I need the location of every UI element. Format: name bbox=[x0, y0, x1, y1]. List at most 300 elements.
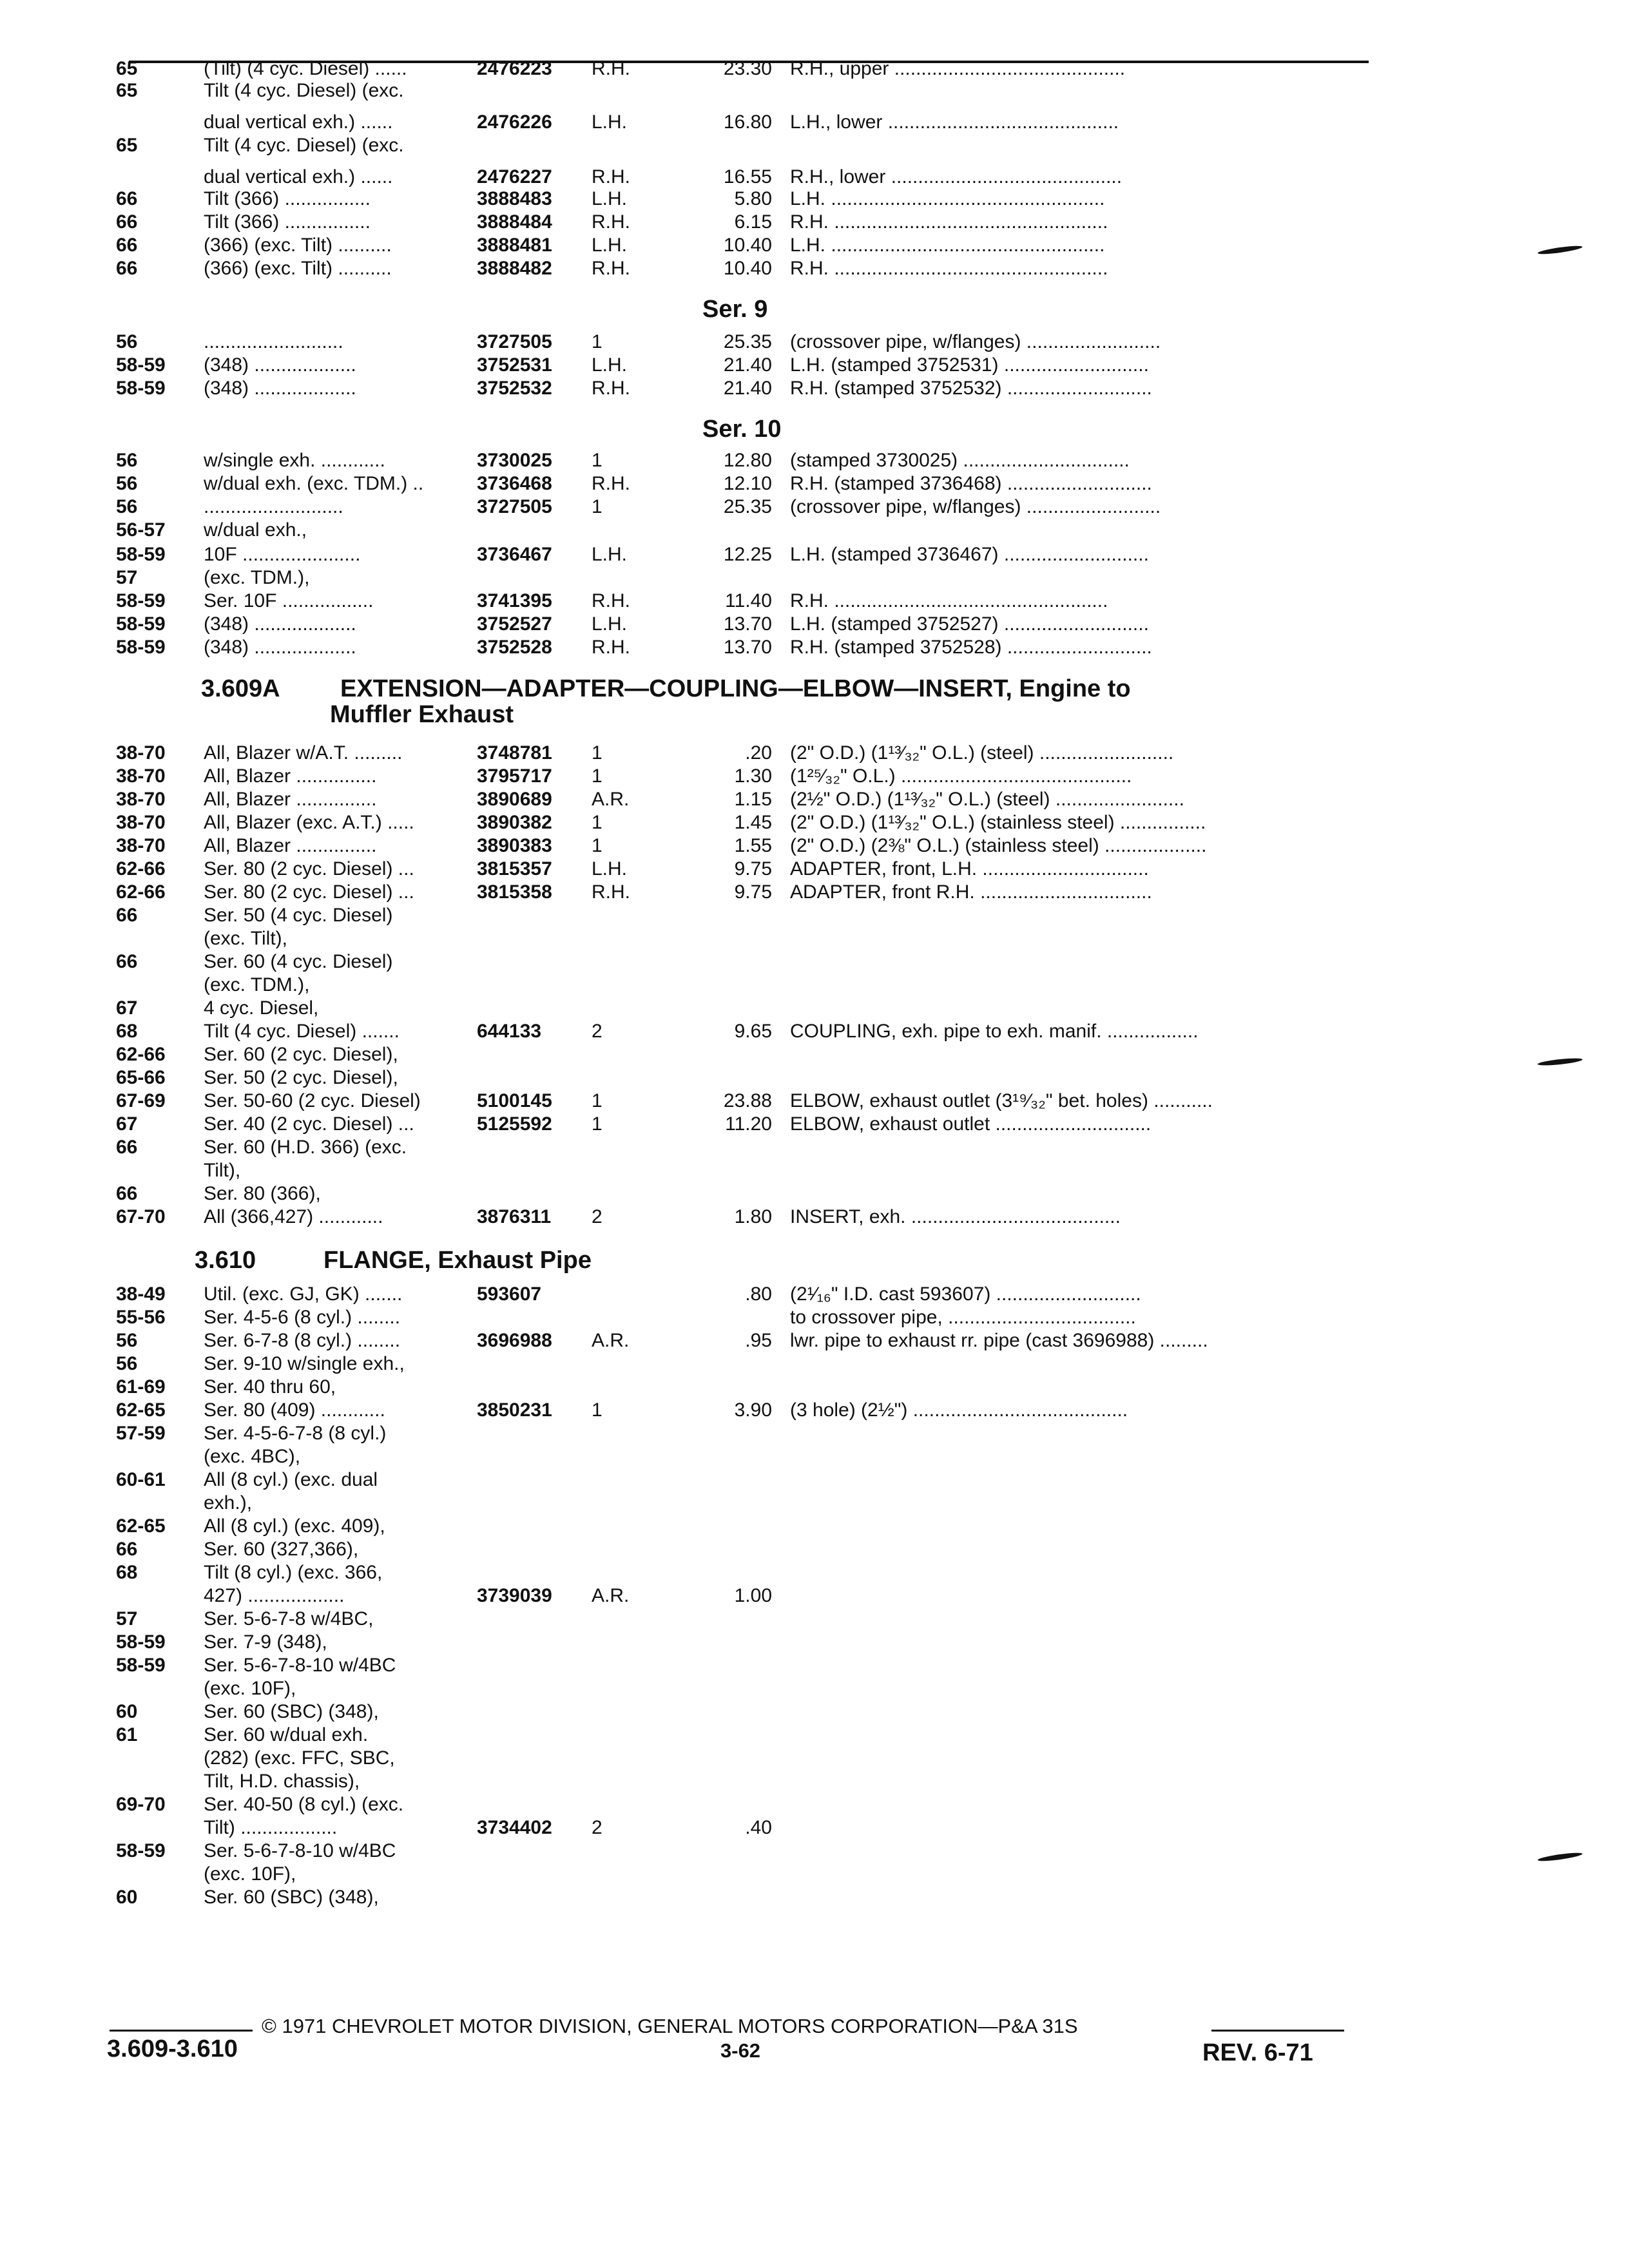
table-row bbox=[0, 1584, 1629, 1608]
part-note: (crossover pipe, w/flanges) ......................... bbox=[790, 496, 1161, 517]
part-note: lwr. pipe to exhaust rr. pipe (cast 3696988) ......... bbox=[790, 1330, 1208, 1351]
application: Tilt, H.D. chassis), bbox=[204, 1771, 360, 1792]
table-row bbox=[0, 903, 1629, 928]
table-row bbox=[0, 857, 1629, 881]
table-row bbox=[0, 1653, 1629, 1678]
part-note: (2" O.D.) (2⅜" O.L.) (stainless steel) ................... bbox=[790, 835, 1207, 856]
section-title-3610: FLANGE, Exhaust Pipe bbox=[323, 1247, 592, 1274]
table-row bbox=[0, 1792, 1629, 1817]
table-row bbox=[0, 233, 1629, 258]
application: (exc. 4BC), bbox=[204, 1446, 301, 1467]
price: 1.00 bbox=[734, 1585, 772, 1606]
section-title-3609a: EXTENSION—ADAPTER—COUPLING—ELBOW—INSERT, Engine to bbox=[340, 675, 1131, 702]
year-range: 38-49 bbox=[116, 1283, 166, 1305]
part-number: 3730025 bbox=[477, 450, 552, 471]
year-range: 58-59 bbox=[116, 544, 166, 565]
quantity: L.H. bbox=[592, 188, 628, 209]
table-row bbox=[0, 950, 1629, 974]
table-row bbox=[0, 1700, 1629, 1724]
application: Ser. 9-10 w/single exh., bbox=[204, 1353, 405, 1374]
part-note: R.H. (stamped 3736468) ........................... bbox=[790, 473, 1152, 494]
application: Ser. 50 (4 cyc. Diesel) bbox=[204, 905, 393, 926]
application: Ser. 80 (366), bbox=[204, 1183, 321, 1204]
table-row bbox=[0, 1158, 1629, 1183]
application: .......................... bbox=[204, 331, 343, 352]
section-number-3609a: 3.609A bbox=[201, 675, 280, 702]
application: Tilt) .................. bbox=[204, 1817, 338, 1838]
price: .80 bbox=[745, 1283, 772, 1305]
table-row bbox=[0, 472, 1629, 496]
quantity: 1 bbox=[592, 450, 602, 471]
part-number: 3890382 bbox=[477, 812, 552, 833]
section-number-3610: 3.610 bbox=[195, 1247, 256, 1274]
price: 5.80 bbox=[734, 188, 772, 209]
quantity: 2 bbox=[592, 1206, 602, 1227]
part-note: R.H. ................................................... bbox=[790, 211, 1108, 233]
footer-rule-right bbox=[1211, 2030, 1344, 2032]
year-range: 66 bbox=[116, 188, 138, 209]
part-number: 3752532 bbox=[477, 378, 552, 399]
table-row bbox=[0, 1043, 1629, 1067]
table-row bbox=[0, 1491, 1629, 1515]
footer-page-number: 3-62 bbox=[720, 2039, 761, 2062]
part-number: 5100145 bbox=[477, 1090, 552, 1111]
part-note: L.H. (stamped 3752527) ........................... bbox=[790, 613, 1149, 635]
table-row bbox=[0, 1537, 1629, 1562]
year-range: 56 bbox=[116, 450, 138, 471]
application: Tilt (366) ................ bbox=[204, 211, 371, 233]
application: Ser. 4-5-6-7-8 (8 cyl.) bbox=[204, 1423, 387, 1444]
footer-revision: REV. 6-71 bbox=[1202, 2039, 1313, 2066]
table-row bbox=[0, 612, 1629, 637]
application: (Tilt) (4 cyc. Diesel) ...... bbox=[204, 58, 407, 79]
year-range: 66 bbox=[116, 235, 138, 256]
application: Ser. 60 w/dual exh. bbox=[204, 1724, 369, 1745]
table-row bbox=[0, 1561, 1629, 1585]
part-note: L.H. (stamped 3752531) ........................... bbox=[790, 354, 1149, 376]
quantity: 1 bbox=[592, 331, 602, 352]
application: (282) (exc. FFC, SBC, bbox=[204, 1747, 395, 1769]
part-number: 3888481 bbox=[477, 235, 552, 256]
year-range: 65 bbox=[116, 135, 138, 156]
table-row bbox=[0, 376, 1629, 401]
table-row bbox=[0, 448, 1629, 473]
part-note: (1²⁵⁄₃₂" O.L.) ........................................... bbox=[790, 765, 1132, 787]
price: 1.45 bbox=[734, 812, 772, 833]
application: Ser. 7-9 (348), bbox=[204, 1631, 327, 1653]
quantity: 1 bbox=[592, 835, 602, 856]
table-row bbox=[0, 635, 1629, 660]
part-number: 5125592 bbox=[477, 1113, 552, 1135]
application: Tilt (4 cyc. Diesel) (exc. bbox=[204, 80, 404, 101]
price: .40 bbox=[745, 1817, 772, 1838]
quantity: R.H. bbox=[592, 590, 630, 611]
year-range: 60 bbox=[116, 1701, 138, 1722]
part-number: 3888483 bbox=[477, 188, 552, 209]
application: w/dual exh. (exc. TDM.) .. bbox=[204, 473, 424, 494]
year-range: 58-59 bbox=[116, 1655, 166, 1676]
part-number: 2476227 bbox=[477, 166, 552, 187]
application: Tilt (4 cyc. Diesel) ....... bbox=[204, 1021, 400, 1042]
year-range: 67 bbox=[116, 1113, 138, 1135]
price: 21.40 bbox=[723, 378, 772, 399]
part-note: R.H. (stamped 3752528) ........................... bbox=[790, 637, 1152, 658]
quantity: 2 bbox=[592, 1021, 602, 1042]
table-row bbox=[0, 187, 1629, 211]
table-row bbox=[0, 1329, 1629, 1353]
series-heading-9: Ser. 9 bbox=[702, 296, 768, 323]
price: 9.65 bbox=[734, 1021, 772, 1042]
price: .95 bbox=[745, 1330, 772, 1351]
quantity: 1 bbox=[592, 765, 602, 787]
part-note: ADAPTER, front R.H. ................................ bbox=[790, 881, 1152, 903]
part-number: 3890383 bbox=[477, 835, 552, 856]
part-note: COUPLING, exh. pipe to exh. manif. ................. bbox=[790, 1021, 1199, 1042]
application: Ser. 80 (2 cyc. Diesel) ... bbox=[204, 881, 414, 903]
year-range: 62-65 bbox=[116, 1515, 166, 1537]
year-range: 58-59 bbox=[116, 613, 166, 635]
part-note: R.H., upper ........................................... bbox=[790, 58, 1126, 79]
part-number: 3815357 bbox=[477, 858, 552, 879]
table-row bbox=[0, 589, 1629, 613]
year-range: 58-59 bbox=[116, 590, 166, 611]
application: Ser. 10F ................. bbox=[204, 590, 374, 611]
application: Ser. 60 (2 cyc. Diesel), bbox=[204, 1044, 398, 1065]
application: Ser. 4-5-6 (8 cyl.) ........ bbox=[204, 1307, 401, 1328]
year-range: 60-61 bbox=[116, 1469, 166, 1490]
series-heading-10: Ser. 10 bbox=[702, 416, 782, 443]
year-range: 67-70 bbox=[116, 1206, 166, 1227]
year-range: 66 bbox=[116, 211, 138, 233]
table-row bbox=[0, 256, 1629, 281]
part-number: 644133 bbox=[477, 1021, 542, 1042]
application: Ser. 5-6-7-8-10 w/4BC bbox=[204, 1655, 396, 1676]
table-row bbox=[0, 1089, 1629, 1113]
year-range: 58-59 bbox=[116, 354, 166, 376]
part-number: 3876311 bbox=[477, 1206, 552, 1227]
table-row bbox=[0, 973, 1629, 997]
application: (366) (exc. Tilt) .......... bbox=[204, 258, 392, 279]
quantity: A.R. bbox=[592, 789, 630, 810]
year-range: 58-59 bbox=[116, 1631, 166, 1653]
part-number: 3752531 bbox=[477, 354, 552, 376]
year-range: 58-59 bbox=[116, 1840, 166, 1861]
part-note: ADAPTER, front, L.H. ............................... bbox=[790, 858, 1149, 879]
part-note: L.H. ................................................... bbox=[790, 235, 1105, 256]
year-range: 38-70 bbox=[116, 812, 166, 833]
footer-section-range: 3.609-3.610 bbox=[107, 2035, 238, 2062]
table-row bbox=[0, 165, 1629, 189]
table-row bbox=[0, 543, 1629, 567]
application: Ser. 80 (2 cyc. Diesel) ... bbox=[204, 858, 414, 879]
year-range: 66 bbox=[116, 951, 138, 972]
application: Ser. 40-50 (8 cyl.) (exc. bbox=[204, 1794, 404, 1815]
part-number: 3752528 bbox=[477, 637, 552, 658]
application: (348) ................... bbox=[204, 613, 356, 635]
application: All, Blazer ............... bbox=[204, 835, 377, 856]
application: Ser. 5-6-7-8 w/4BC, bbox=[204, 1608, 374, 1629]
table-row bbox=[0, 1112, 1629, 1137]
table-row bbox=[0, 518, 1629, 543]
year-range: 38-70 bbox=[116, 835, 166, 856]
price: 16.55 bbox=[723, 166, 772, 187]
table-row bbox=[0, 210, 1629, 235]
application: .......................... bbox=[204, 496, 343, 517]
table-row bbox=[0, 834, 1629, 858]
table-row bbox=[0, 1019, 1629, 1044]
application: Util. (exc. GJ, GK) ....... bbox=[204, 1283, 403, 1305]
year-range: 67-69 bbox=[116, 1090, 166, 1111]
price: 23.30 bbox=[723, 58, 772, 79]
price: 21.40 bbox=[723, 354, 772, 376]
table-row bbox=[0, 1066, 1629, 1090]
year-range: 38-70 bbox=[116, 742, 166, 764]
price: 6.15 bbox=[734, 211, 772, 233]
application: 10F ...................... bbox=[204, 544, 361, 565]
year-range: 66 bbox=[116, 258, 138, 279]
table-row bbox=[0, 1421, 1629, 1446]
part-note: (stamped 3730025) ............................... bbox=[790, 450, 1130, 471]
table-row bbox=[0, 787, 1629, 812]
year-range: 38-70 bbox=[116, 789, 166, 810]
table-row bbox=[0, 1723, 1629, 1747]
part-number: 3727505 bbox=[477, 331, 552, 352]
table-row bbox=[0, 1862, 1629, 1887]
quantity: 1 bbox=[592, 1399, 602, 1421]
table-row bbox=[0, 1816, 1629, 1840]
part-number: 3696988 bbox=[477, 1330, 552, 1351]
quantity: L.H. bbox=[592, 111, 628, 133]
table-row bbox=[0, 1182, 1629, 1206]
year-range: 66 bbox=[116, 1183, 138, 1204]
part-number: 3890689 bbox=[477, 789, 552, 810]
application: All, Blazer w/A.T. ......... bbox=[204, 742, 403, 764]
table-row bbox=[0, 741, 1629, 765]
price: 1.30 bbox=[734, 765, 772, 787]
price: 1.55 bbox=[734, 835, 772, 856]
table-row bbox=[0, 1885, 1629, 1910]
table-row bbox=[0, 1468, 1629, 1492]
table-row bbox=[0, 764, 1629, 789]
application: (exc. 10F), bbox=[204, 1678, 296, 1699]
part-number: 3734402 bbox=[477, 1817, 552, 1838]
application: 427) .................. bbox=[204, 1585, 345, 1606]
year-range: 62-66 bbox=[116, 881, 166, 903]
quantity: 2 bbox=[592, 1817, 602, 1838]
table-row bbox=[0, 110, 1629, 135]
year-range: 67 bbox=[116, 997, 138, 1019]
table-row bbox=[0, 566, 1629, 590]
part-note: L.H. (stamped 3736467) ........................... bbox=[790, 544, 1149, 565]
quantity: 1 bbox=[592, 1113, 602, 1135]
price: 3.90 bbox=[734, 1399, 772, 1421]
table-row bbox=[0, 1445, 1629, 1469]
part-number: 2476226 bbox=[477, 111, 552, 133]
part-number: 3727505 bbox=[477, 496, 552, 517]
application: Ser. 60 (H.D. 366) (exc. bbox=[204, 1137, 407, 1158]
year-range: 65 bbox=[116, 80, 138, 101]
application: (exc. TDM.), bbox=[204, 974, 310, 995]
part-number: 3739039 bbox=[477, 1585, 552, 1606]
price: 25.35 bbox=[723, 496, 772, 517]
quantity: R.H. bbox=[592, 473, 630, 494]
quantity: L.H. bbox=[592, 613, 628, 635]
quantity: L.H. bbox=[592, 235, 628, 256]
price: .20 bbox=[745, 742, 772, 764]
price: 13.70 bbox=[723, 637, 772, 658]
quantity: 1 bbox=[592, 742, 602, 764]
section-title-3609a-line2: Muffler Exhaust bbox=[330, 701, 514, 728]
application: Ser. 40 (2 cyc. Diesel) ... bbox=[204, 1113, 414, 1135]
application: All (366,427) ............ bbox=[204, 1206, 383, 1227]
table-row bbox=[0, 495, 1629, 519]
part-number: 3736468 bbox=[477, 473, 552, 494]
price: 23.88 bbox=[723, 1090, 772, 1111]
table-row bbox=[0, 1398, 1629, 1423]
table-row bbox=[0, 996, 1629, 1021]
application: Ser. 60 (SBC) (348), bbox=[204, 1701, 379, 1722]
year-range: 66 bbox=[116, 1137, 138, 1158]
year-range: 57 bbox=[116, 567, 138, 588]
year-range: 60 bbox=[116, 1887, 138, 1908]
part-number: 3736467 bbox=[477, 544, 552, 565]
quantity: R.H. bbox=[592, 378, 630, 399]
price: 1.15 bbox=[734, 789, 772, 810]
application: Tilt), bbox=[204, 1160, 241, 1181]
table-row bbox=[0, 57, 1629, 81]
part-note: R.H. ................................................... bbox=[790, 258, 1108, 279]
year-range: 66 bbox=[116, 905, 138, 926]
table-row bbox=[0, 1352, 1629, 1376]
table-row bbox=[0, 1135, 1629, 1160]
table-row bbox=[0, 880, 1629, 905]
table-row bbox=[0, 133, 1629, 158]
application: (exc. TDM.), bbox=[204, 567, 310, 588]
year-range: 58-59 bbox=[116, 378, 166, 399]
application: (348) ................... bbox=[204, 378, 356, 399]
price: 11.20 bbox=[725, 1113, 772, 1135]
year-range: 57 bbox=[116, 1608, 138, 1629]
part-note: INSERT, exh. ....................................... bbox=[790, 1206, 1121, 1227]
part-number: 3888482 bbox=[477, 258, 552, 279]
year-range: 38-70 bbox=[116, 765, 166, 787]
price: 25.35 bbox=[723, 331, 772, 352]
price: 10.40 bbox=[723, 235, 772, 256]
table-row bbox=[0, 1630, 1629, 1655]
part-note: ELBOW, exhaust outlet (3¹⁹⁄₃₂" bet. holes) ........... bbox=[790, 1090, 1213, 1111]
quantity: A.R. bbox=[592, 1585, 630, 1606]
part-number: 3748781 bbox=[477, 742, 552, 764]
quantity: L.H. bbox=[592, 354, 628, 376]
part-note: L.H., lower ........................................... bbox=[790, 111, 1119, 133]
year-range: 56-57 bbox=[116, 519, 166, 541]
table-row bbox=[0, 1305, 1629, 1330]
part-note: (2" O.D.) (1¹³⁄₃₂" O.L.) (stainless steel) ................ bbox=[790, 812, 1206, 833]
part-number: 3752527 bbox=[477, 613, 552, 635]
application: Ser. 60 (SBC) (348), bbox=[204, 1887, 379, 1908]
application: (366) (exc. Tilt) .......... bbox=[204, 235, 392, 256]
part-number: 3850231 bbox=[477, 1399, 552, 1421]
price: 16.80 bbox=[723, 111, 772, 133]
year-range: 61 bbox=[116, 1724, 138, 1745]
part-note: ELBOW, exhaust outlet ............................. bbox=[790, 1113, 1152, 1135]
price: 10.40 bbox=[723, 258, 772, 279]
quantity: 1 bbox=[592, 1090, 602, 1111]
quantity: L.H. bbox=[592, 858, 628, 879]
price: 12.80 bbox=[723, 450, 772, 471]
part-number: 593607 bbox=[477, 1283, 542, 1305]
table-row bbox=[0, 1514, 1629, 1539]
application: w/single exh. ............ bbox=[204, 450, 385, 471]
application: Tilt (8 cyl.) (exc. 366, bbox=[204, 1562, 383, 1583]
quantity: A.R. bbox=[592, 1330, 630, 1351]
part-note: to crossover pipe, ................................... bbox=[790, 1307, 1136, 1328]
table-row bbox=[0, 811, 1629, 835]
application: dual vertical exh.) ...... bbox=[204, 166, 393, 187]
application: Tilt (4 cyc. Diesel) (exc. bbox=[204, 135, 404, 156]
footer-rule-left bbox=[110, 2030, 253, 2032]
year-range: 55-56 bbox=[116, 1307, 166, 1328]
year-range: 56 bbox=[116, 1330, 138, 1351]
application: 4 cyc. Diesel, bbox=[204, 997, 319, 1019]
application: Tilt (366) ................ bbox=[204, 188, 371, 209]
footer-copyright: © 1971 CHEVROLET MOTOR DIVISION, GENERAL MOTORS CORPORATION—P&A 31S bbox=[262, 2015, 1078, 2037]
part-note: L.H. ................................................... bbox=[790, 188, 1105, 209]
price: 13.70 bbox=[723, 613, 772, 635]
part-note: R.H., lower ........................................... bbox=[790, 166, 1123, 187]
application: exh.), bbox=[204, 1492, 253, 1514]
year-range: 69-70 bbox=[116, 1794, 166, 1815]
part-note: (2" O.D.) (1¹³⁄₃₂" O.L.) (steel) ......................... bbox=[790, 742, 1174, 764]
quantity: R.H. bbox=[592, 881, 630, 903]
application: (exc. Tilt), bbox=[204, 928, 288, 949]
year-range: 61-69 bbox=[116, 1376, 166, 1398]
table-row bbox=[0, 1677, 1629, 1701]
year-range: 56 bbox=[116, 473, 138, 494]
application: Ser. 40 thru 60, bbox=[204, 1376, 336, 1398]
table-row bbox=[0, 1746, 1629, 1771]
table-row bbox=[0, 1375, 1629, 1399]
part-note: (2¹⁄₁₆" I.D. cast 593607) ........................... bbox=[790, 1283, 1141, 1305]
application: dual vertical exh.) ...... bbox=[204, 111, 393, 133]
part-number: 2476223 bbox=[477, 58, 552, 79]
year-range: 57-59 bbox=[116, 1423, 166, 1444]
application: w/dual exh., bbox=[204, 519, 307, 541]
price: 9.75 bbox=[734, 881, 772, 903]
price: 1.80 bbox=[734, 1206, 772, 1227]
part-note: R.H. (stamped 3752532) ........................... bbox=[790, 378, 1152, 399]
table-row bbox=[0, 353, 1629, 378]
table-row bbox=[0, 79, 1629, 103]
part-note: (3 hole) (2½") ........................................ bbox=[790, 1399, 1128, 1421]
year-range: 65-66 bbox=[116, 1067, 166, 1088]
quantity: L.H. bbox=[592, 544, 628, 565]
part-number: 3795717 bbox=[477, 765, 552, 787]
quantity: R.H. bbox=[592, 637, 630, 658]
application: All (8 cyl.) (exc. dual bbox=[204, 1469, 378, 1490]
year-range: 62-66 bbox=[116, 858, 166, 879]
quantity: R.H. bbox=[592, 166, 630, 187]
table-row bbox=[0, 1205, 1629, 1229]
price: 9.75 bbox=[734, 858, 772, 879]
application: (348) ................... bbox=[204, 637, 356, 658]
table-row bbox=[0, 1769, 1629, 1794]
year-range: 68 bbox=[116, 1021, 138, 1042]
table-row bbox=[0, 1607, 1629, 1631]
application: (exc. 10F), bbox=[204, 1863, 296, 1885]
application: All (8 cyl.) (exc. 409), bbox=[204, 1515, 385, 1537]
price: 12.25 bbox=[723, 544, 772, 565]
